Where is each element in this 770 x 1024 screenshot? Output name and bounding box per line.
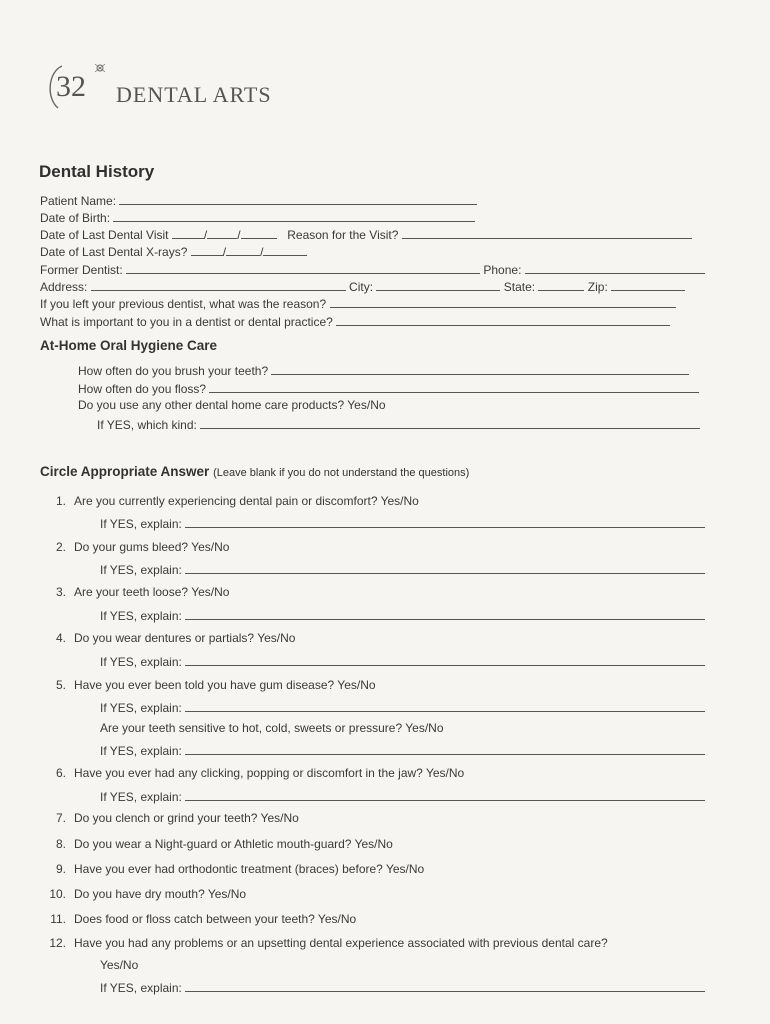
explain-field[interactable] — [185, 742, 705, 755]
question-11 — [40, 912, 356, 926]
which-kind-label: If YES, which kind: — [97, 418, 197, 432]
patient-name-field[interactable] — [119, 192, 477, 205]
explain-field[interactable] — [185, 699, 705, 712]
dob-row — [40, 209, 475, 225]
question-2 — [40, 540, 229, 554]
former-dentist-label: Former Dentist: — [40, 263, 123, 277]
city-label: City: — [349, 280, 374, 294]
patient-name-row — [40, 192, 477, 208]
question-text: Are your teeth sensitive to hot, cold, sweets or pressure? Yes/No — [100, 721, 444, 735]
question-number: 7. — [55, 811, 66, 825]
question-number: 11. — [50, 912, 66, 926]
explain-row — [100, 742, 705, 758]
phone-field[interactable] — [525, 261, 705, 274]
page-title: Dental History — [39, 162, 155, 181]
last-xrays-year-field[interactable] — [263, 243, 307, 256]
question-number: 12. — [49, 936, 66, 950]
question-number: 6. — [55, 766, 66, 780]
which-kind-field[interactable] — [200, 416, 700, 429]
date-separator: / — [203, 228, 208, 242]
question-4 — [40, 631, 295, 645]
city-field[interactable] — [376, 278, 500, 291]
which-kind-row — [97, 416, 700, 432]
address-field[interactable] — [91, 278, 346, 291]
floss-label: How often do you floss? — [78, 382, 207, 396]
explain-label: If YES, explain: — [100, 790, 182, 804]
address-label: Address: — [40, 280, 88, 294]
last-xrays-label: Date of Last Dental X-rays? — [40, 245, 188, 259]
zip-label: Zip: — [587, 280, 608, 294]
question-number: 5. — [55, 678, 66, 692]
question-text: Are you currently experiencing dental pain or discomfort? Yes/No — [74, 494, 419, 508]
dob-field[interactable] — [113, 209, 475, 222]
last-visit-day-field[interactable] — [207, 226, 237, 239]
question-5-followup — [100, 721, 444, 735]
question-9 — [40, 862, 424, 876]
explain-field[interactable] — [185, 515, 705, 528]
question-text: Yes/No — [100, 958, 139, 972]
explain-field[interactable] — [185, 561, 705, 574]
question-12-answer — [100, 958, 138, 972]
question-7 — [40, 811, 299, 825]
zip-field[interactable] — [611, 278, 685, 291]
circle-note: (Leave blank if you do not understand the questions) — [213, 467, 470, 479]
products-row — [78, 398, 386, 412]
question-text: Have you had any problems or an upsetting dental experience associated with previous dental care? — [74, 936, 608, 950]
patient-name-label: Patient Name: — [40, 194, 117, 208]
question-number: 4. — [55, 631, 66, 645]
explain-field[interactable] — [185, 788, 705, 801]
explain-row — [100, 979, 705, 995]
dob-label: Date of Birth: — [40, 211, 111, 225]
explain-row — [100, 699, 705, 715]
important-field[interactable] — [336, 313, 670, 326]
logo-numeral: 32 — [56, 70, 86, 103]
address-row — [40, 278, 685, 294]
explain-row — [100, 788, 705, 804]
question-10 — [40, 887, 246, 901]
important-label: What is important to you in a dentist or dental practice? — [40, 315, 333, 329]
left-reason-field[interactable] — [330, 295, 676, 308]
last-visit-month-field[interactable] — [172, 226, 204, 239]
products-question: Do you use any other dental home care products? Yes/No — [78, 398, 386, 412]
state-label: State: — [503, 280, 536, 294]
question-text: Have you ever had orthodontic treatment (braces) before? Yes/No — [74, 862, 425, 876]
question-number: 9. — [55, 862, 66, 876]
circle-heading-row — [40, 464, 469, 479]
question-text: Have you ever had any clicking, popping or discomfort in the jaw? Yes/No — [74, 766, 465, 780]
explain-field[interactable] — [185, 979, 705, 992]
important-row — [40, 313, 670, 329]
reason-field[interactable] — [402, 226, 692, 239]
explain-row — [100, 653, 705, 669]
question-12 — [40, 936, 608, 950]
state-field[interactable] — [538, 278, 584, 291]
last-visit-label: Date of Last Dental Visit — [40, 228, 169, 242]
circle-heading: Circle Appropriate Answer — [40, 464, 210, 479]
explain-label: If YES, explain: — [100, 517, 182, 531]
question-text: Are your teeth loose? Yes/No — [74, 585, 230, 599]
explain-row — [100, 515, 705, 531]
date-separator: / — [237, 228, 241, 242]
question-6 — [40, 766, 464, 780]
last-xrays-row — [40, 243, 307, 259]
former-dentist-row — [40, 261, 705, 277]
question-text: Do you have dry mouth? Yes/No — [74, 887, 247, 901]
last-xrays-month-field[interactable] — [191, 243, 223, 256]
explain-field[interactable] — [185, 653, 705, 666]
question-text: Have you ever been told you have gum disease? Yes/No — [74, 678, 376, 692]
question-number: 10. — [49, 887, 66, 901]
reason-label: Reason for the Visit? — [287, 228, 399, 242]
question-text: Do your gums bleed? Yes/No — [74, 540, 230, 554]
brush-row — [78, 362, 689, 378]
phone-label: Phone: — [483, 263, 522, 277]
left-reason-label: If you left your previous dentist, what was the reason? — [40, 297, 327, 311]
question-8 — [40, 837, 393, 851]
question-number: 1. — [55, 494, 66, 508]
logo-name: DENTAL ARTS — [116, 82, 272, 107]
explain-label: If YES, explain: — [100, 655, 182, 669]
explain-label: If YES, explain: — [100, 563, 182, 577]
left-reason-row — [40, 295, 676, 311]
date-separator: / — [222, 245, 227, 259]
explain-field[interactable] — [185, 607, 705, 620]
question-text: Do you wear a Night-guard or Athletic mouth-guard? Yes/No — [74, 837, 393, 851]
question-5 — [40, 678, 376, 692]
explain-label: If YES, explain: — [100, 609, 182, 623]
brush-label: How often do you brush your teeth? — [78, 364, 269, 378]
explain-label: If YES, explain: — [100, 981, 182, 995]
question-3 — [40, 585, 229, 599]
floss-row — [78, 380, 699, 396]
oral-hygiene-heading: At-Home Oral Hygiene Care — [40, 338, 218, 353]
question-number: 8. — [55, 837, 66, 851]
question-text: Does food or floss catch between your teeth? Yes/No — [74, 912, 357, 926]
former-dentist-field[interactable] — [126, 261, 480, 274]
last-visit-year-field[interactable] — [241, 226, 277, 239]
last-xrays-day-field[interactable] — [226, 243, 260, 256]
explain-label: If YES, explain: — [100, 744, 182, 758]
last-visit-row — [40, 226, 692, 242]
question-number: 2. — [55, 540, 66, 554]
question-text: Do you wear dentures or partials? Yes/No — [74, 631, 296, 645]
explain-row — [100, 561, 705, 577]
brush-field[interactable] — [271, 362, 689, 375]
question-number: 3. — [55, 585, 66, 599]
explain-row — [100, 607, 705, 623]
question-text: Do you clench or grind your teeth? Yes/No — [74, 811, 299, 825]
question-1 — [40, 494, 419, 508]
explain-label: If YES, explain: — [100, 701, 182, 715]
date-separator: / — [260, 245, 264, 259]
floss-field[interactable] — [209, 380, 699, 393]
